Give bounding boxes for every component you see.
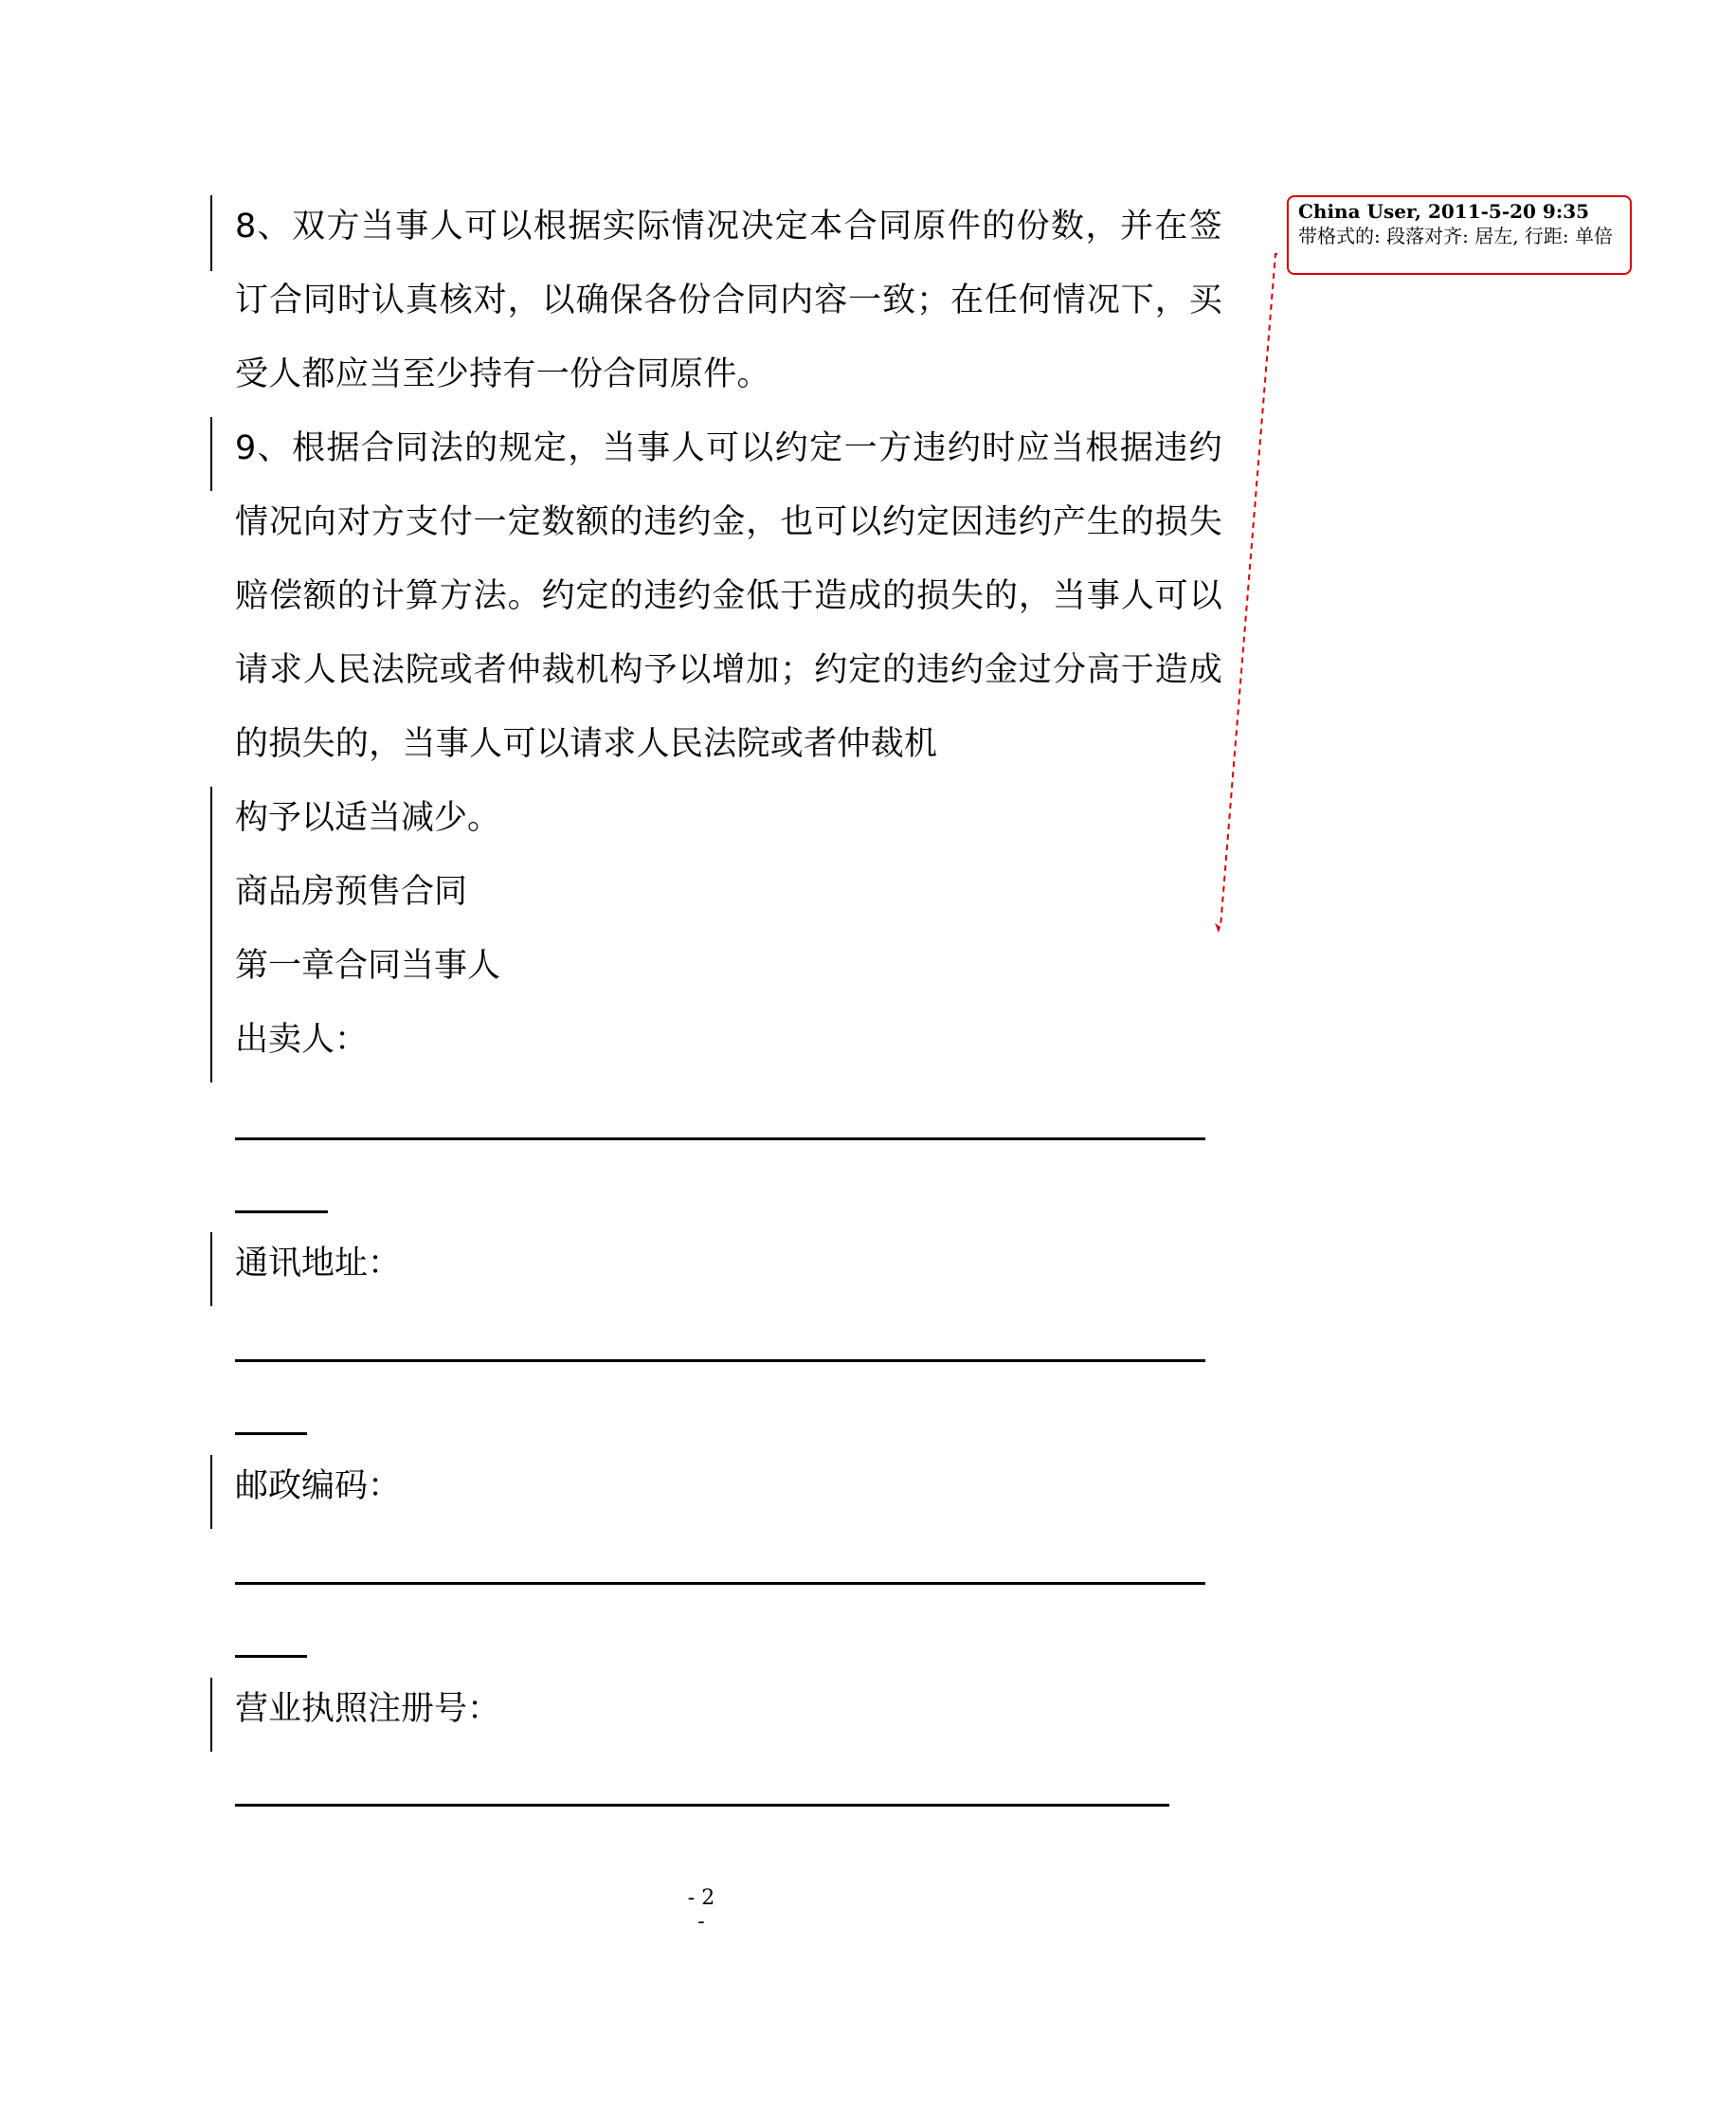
format-comment-balloon[interactable] — [1287, 195, 1632, 275]
clause-9-end: 构予以适当减少。 — [235, 799, 501, 837]
comment-author-date: China User, 2011-5-20 9:35 — [1298, 200, 1590, 223]
chapter-title: 第一章合同当事人 — [235, 947, 501, 985]
address-label: 通讯地址： — [235, 1245, 402, 1282]
clause-8: 8、双方当事人可以根据实际情况决定本合同原件的份数，并在签订合同时认真核对，以确保各份合同内容一致；在任何情况下，买受人都应当至少持有一份合同原件。 — [235, 208, 1222, 393]
comment-label: 带格式的: — [1298, 225, 1381, 247]
contract-title: 商品房预售合同 — [235, 873, 468, 911]
comment-text: 段落对齐: 居左, 行距: 单倍 — [1386, 225, 1614, 247]
seller-label: 出卖人： — [235, 1021, 369, 1059]
postal-label: 邮政编码： — [235, 1467, 402, 1505]
clause-9: 9、根据合同法的规定，当事人可以约定一方违约时应当根据违约情况向对方支付一定数额的违约金，也可以约定因违约产生的损失赔偿额的计算方法。约定的违约金低于造成的损失的，当事人可以请求人民法院或者仲裁机构予以增加；约定的违约金过分高于造成的损失的，当事人可以请求人民法院或者仲裁机 — [235, 429, 1222, 763]
page-number: - 2 - — [687, 1886, 715, 1934]
comment-body — [1298, 224, 1620, 248]
license-label: 营业执照注册号： — [235, 1690, 501, 1728]
